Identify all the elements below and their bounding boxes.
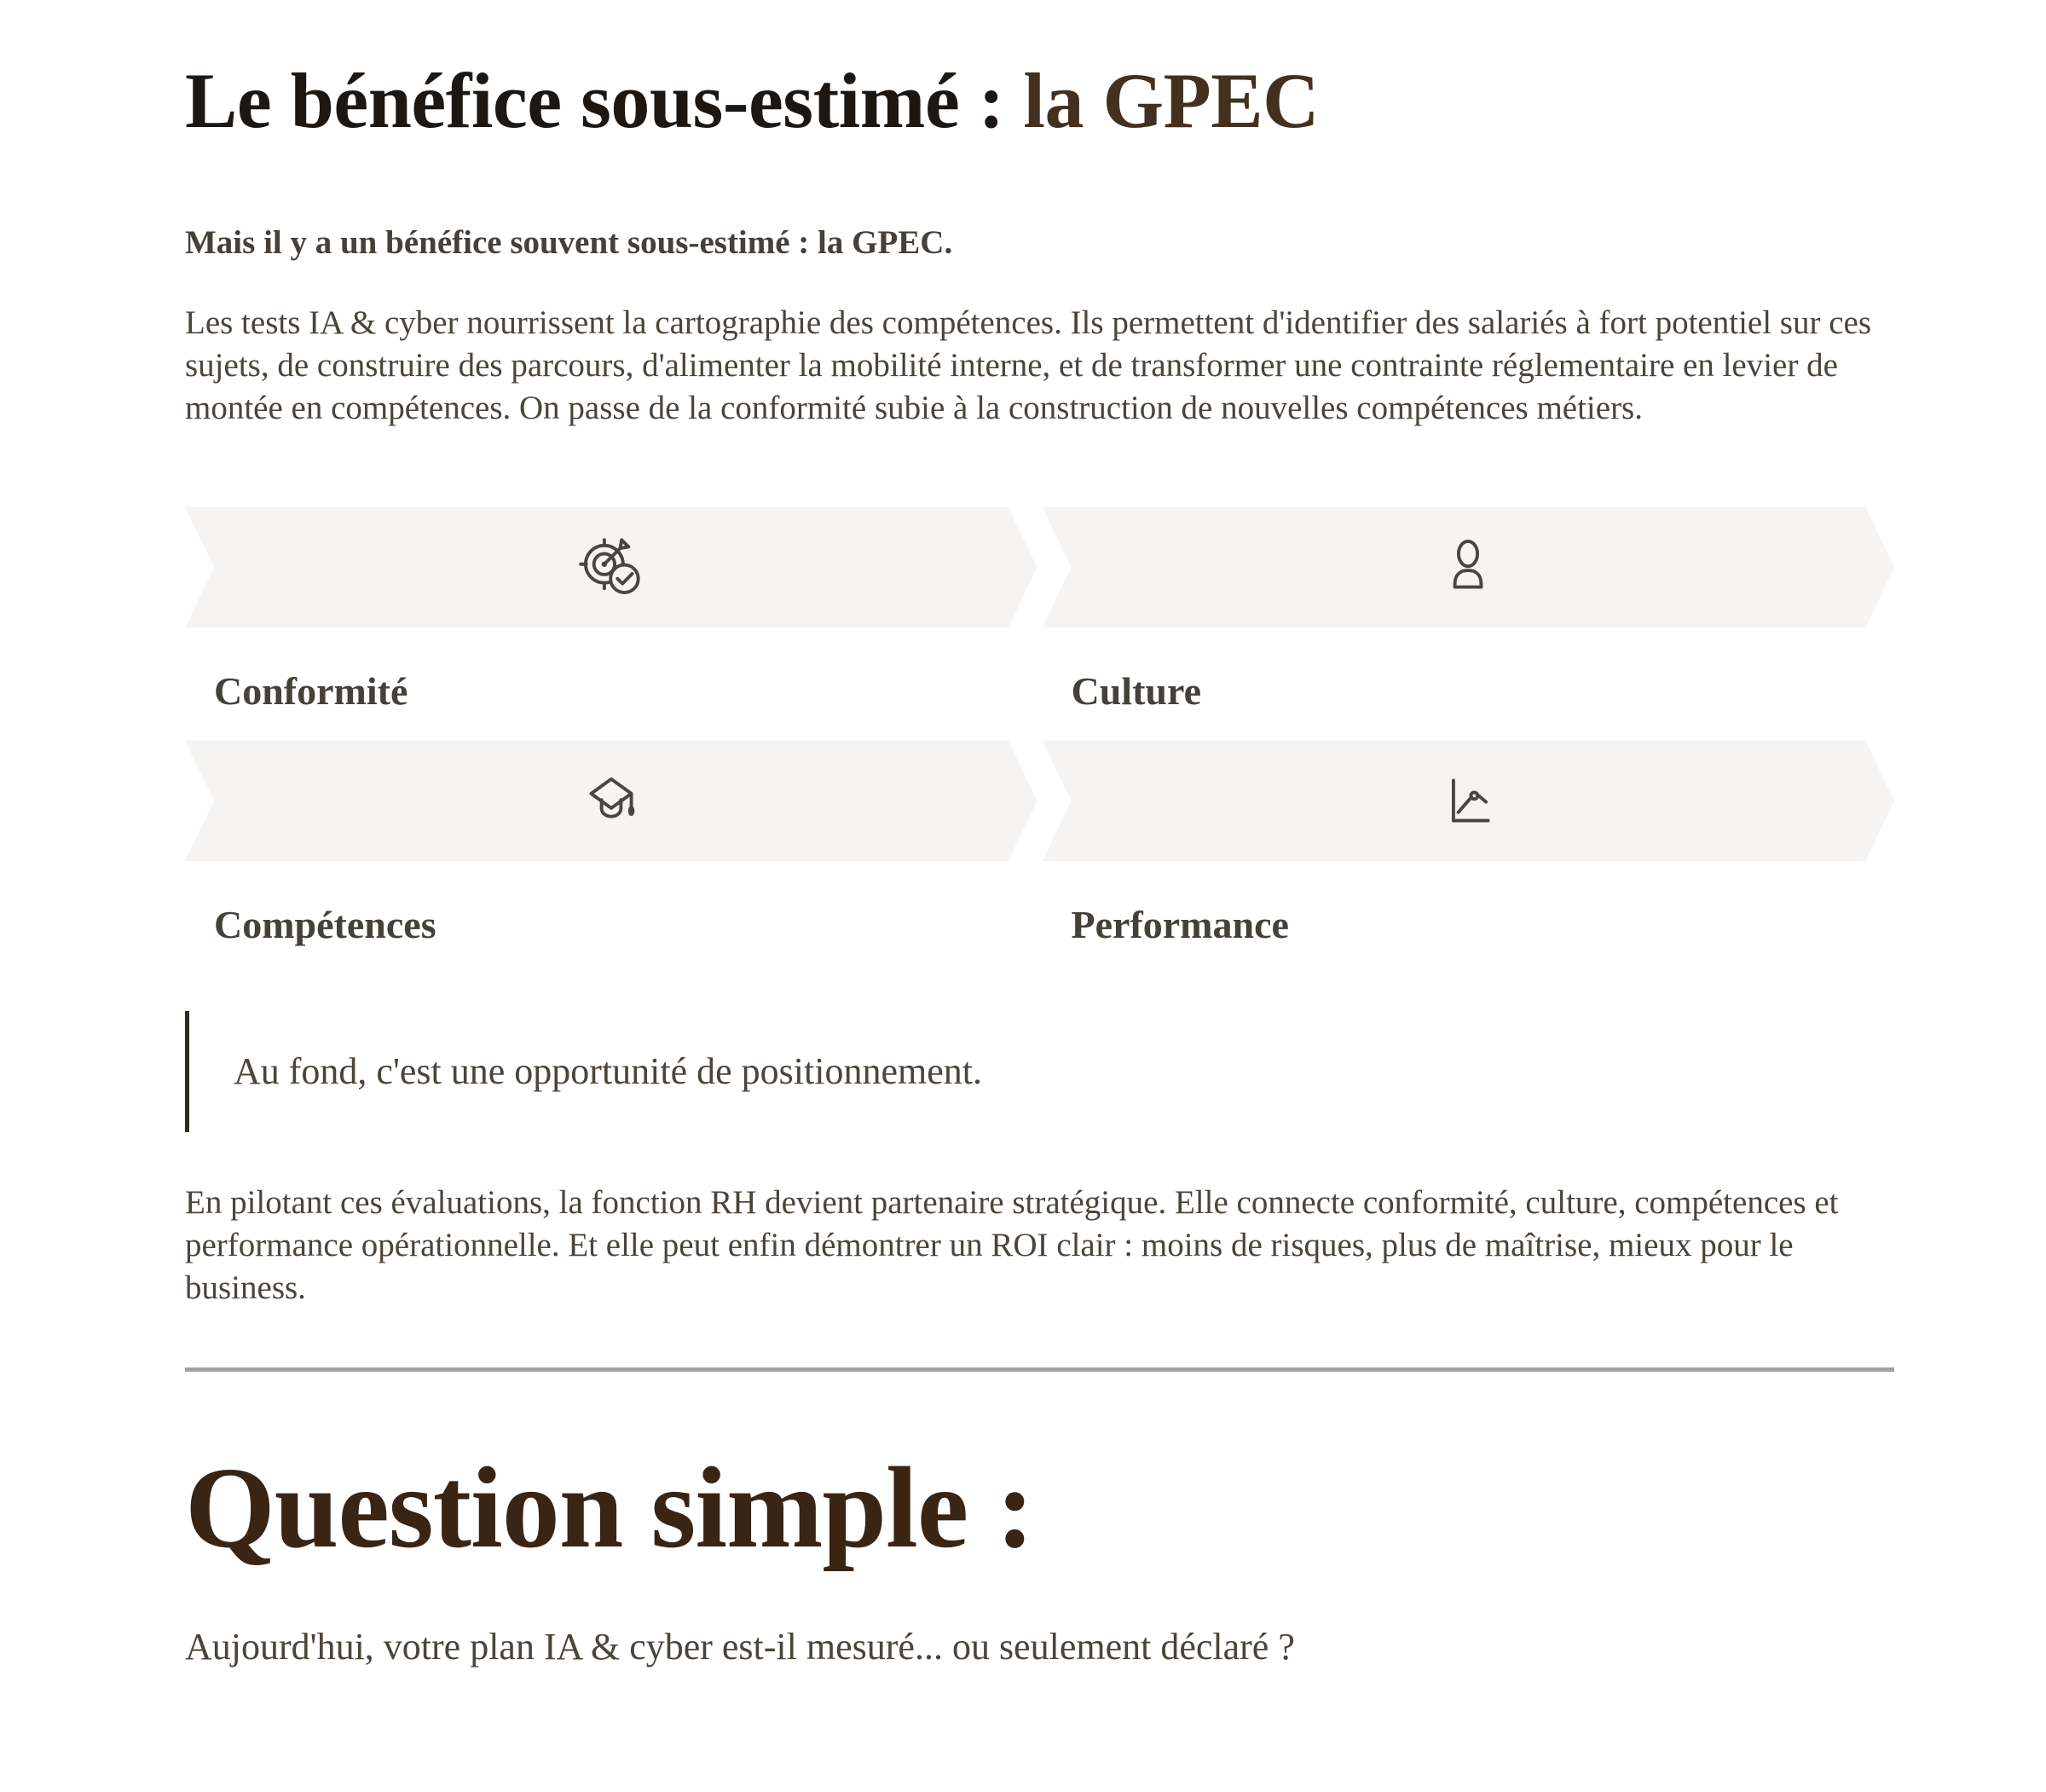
pillar-banner-performance — [1043, 740, 1895, 861]
section-title-main: Le bénéfice sous-estimé : — [185, 57, 1024, 144]
paragraph-gpec-intro: Les tests IA & cyber nourrissent la cartographie des compétences. Ils permettent d'identifier des salariés à fort potentiel sur ces sujets, de construire des parcours, d'alimenter la mobilité interne, et de transformer une contrainte réglementaire en levier de montée en compétences. On passe de la conformité subie à la construction de nouvelles compétences métiers. — [185, 304, 1872, 427]
target-check-icon — [578, 534, 644, 600]
pillar-grid — [185, 506, 1894, 950]
pillar-label: Conformité — [214, 669, 408, 714]
line-chart-icon — [1435, 767, 1501, 834]
closing-question: Aujourd'hui, votre plan IA & cyber est-il mesuré... ou seulement déclaré ? — [185, 1626, 1295, 1668]
pillar-label: Compétences — [214, 903, 436, 947]
positioning-quote: Au fond, c'est une opportunité de positionnement. — [185, 1011, 1894, 1132]
pillar-competences — [185, 740, 1037, 950]
pillar-performance — [1043, 740, 1895, 950]
article-page — [185, 0, 1894, 1742]
graduation-cap-icon — [578, 767, 644, 834]
lead-paragraph: Mais il y a un bénéfice souvent sous-estimé : la GPEC. — [185, 223, 953, 261]
pillar-conformite — [185, 506, 1037, 716]
pillar-label: Performance — [1071, 903, 1289, 947]
section-title-gpec — [185, 56, 1894, 147]
pillar-banner-culture — [1043, 506, 1895, 627]
person-icon — [1435, 534, 1501, 600]
pillar-culture — [1043, 506, 1895, 716]
pillar-banner-competences — [185, 740, 1037, 861]
section-divider — [185, 1367, 1894, 1372]
section-title-question: Question simple : — [185, 1444, 1034, 1573]
paragraph-rh-strategique: En pilotant ces évaluations, la fonction RH devient partenaire stratégique. Elle connecte conformité, culture, compétences et performance opérationnelle. Et elle peut enfin démontrer un ROI clair : moins de risques, plus de maîtrise, mieux pour le business. — [185, 1184, 1839, 1307]
pillar-banner-conformite — [185, 506, 1037, 627]
pillar-label: Culture — [1071, 669, 1201, 714]
section-title-accent: la GPEC — [1023, 57, 1320, 144]
